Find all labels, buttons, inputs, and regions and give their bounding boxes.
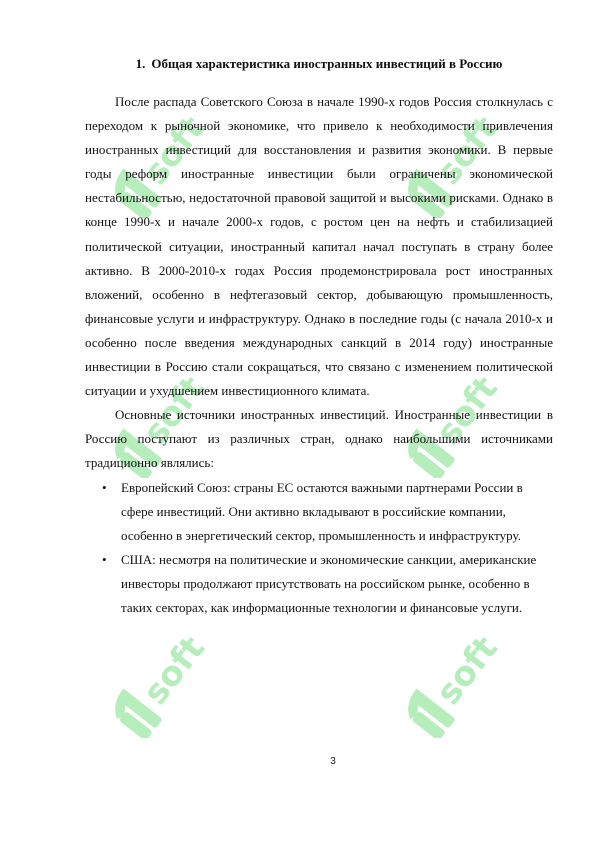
list-item [85, 476, 553, 548]
svg-text:soft: soft [135, 368, 213, 453]
section-heading [85, 52, 553, 76]
document-content [85, 52, 553, 620]
svg-text:soft: soft [428, 368, 506, 453]
paragraph: После распада Советского Союза в начале 1990-х годов Россия столкнулась с переходом к рыночной экономике, что привело к необходимости привлечения иностранных инвестиций для восстановления и развития экономики. В первые годы реформ иностранные инвестиции были ограничены экономической нестабильностью, недостаточной правовой защитой и высокими рисками. Однако в конце 1990-х и начале 2000-х годов, с ростом цен на нефть и стабилизацией политической ситуации, иностранный капитал начал поступать в страну более активно. В 2000-2010-х годах Россия продемонстрировала рост иностранных вложений, особенно в нефтегазовый сектор, добывающую промышленность, финансовые услуги и инфраструктуру. Однако в последние годы (с начала 2010-х и особенно после введения международных санкций в 2014 году) иностранные инвестиции в Россию стали сокращаться, что связано с изменением политической ситуации и ухудшением инвестиционного климата. [85, 94, 553, 399]
svg-text:soft: soft [428, 628, 506, 713]
bullet-icon: • [102, 551, 107, 567]
bullet-list [85, 476, 553, 621]
paragraph: Основные источники иностранных инвестиций. Иностранные инвестиции в Россию поступают из различных стран, однако наибольшими источниками традиционно являлись: [85, 407, 553, 471]
watermark-logo-icon [365, 618, 545, 738]
list-item-text: США: несмотря на политические и экономические санкции, американские инвесторы продолжают присутствовать на российском рынке, особенно в таких секторах, как информационные технологии и финансовые услуги. [121, 551, 537, 615]
svg-text:soft: soft [135, 108, 213, 193]
svg-text:soft: soft [135, 628, 213, 713]
bullet-icon: • [102, 479, 107, 495]
list-item [85, 548, 553, 620]
watermark-logo-icon [72, 618, 252, 738]
section-number: 1. [135, 56, 146, 71]
list-item-text: Европейский Союз: страны ЕС остаются важными партнерами России в сфере инвестиций. Они активно вкладывают в российские компании, особенно в энергетический сектор, промышленность и инфраструктуру. [121, 479, 523, 543]
watermark-logo [72, 618, 252, 738]
page-number: 3 [330, 756, 336, 767]
watermark-logo [365, 618, 545, 738]
section-title: Общая характеристика иностранных инвестиций в Россию [151, 56, 503, 71]
svg-text:soft: soft [428, 108, 506, 193]
